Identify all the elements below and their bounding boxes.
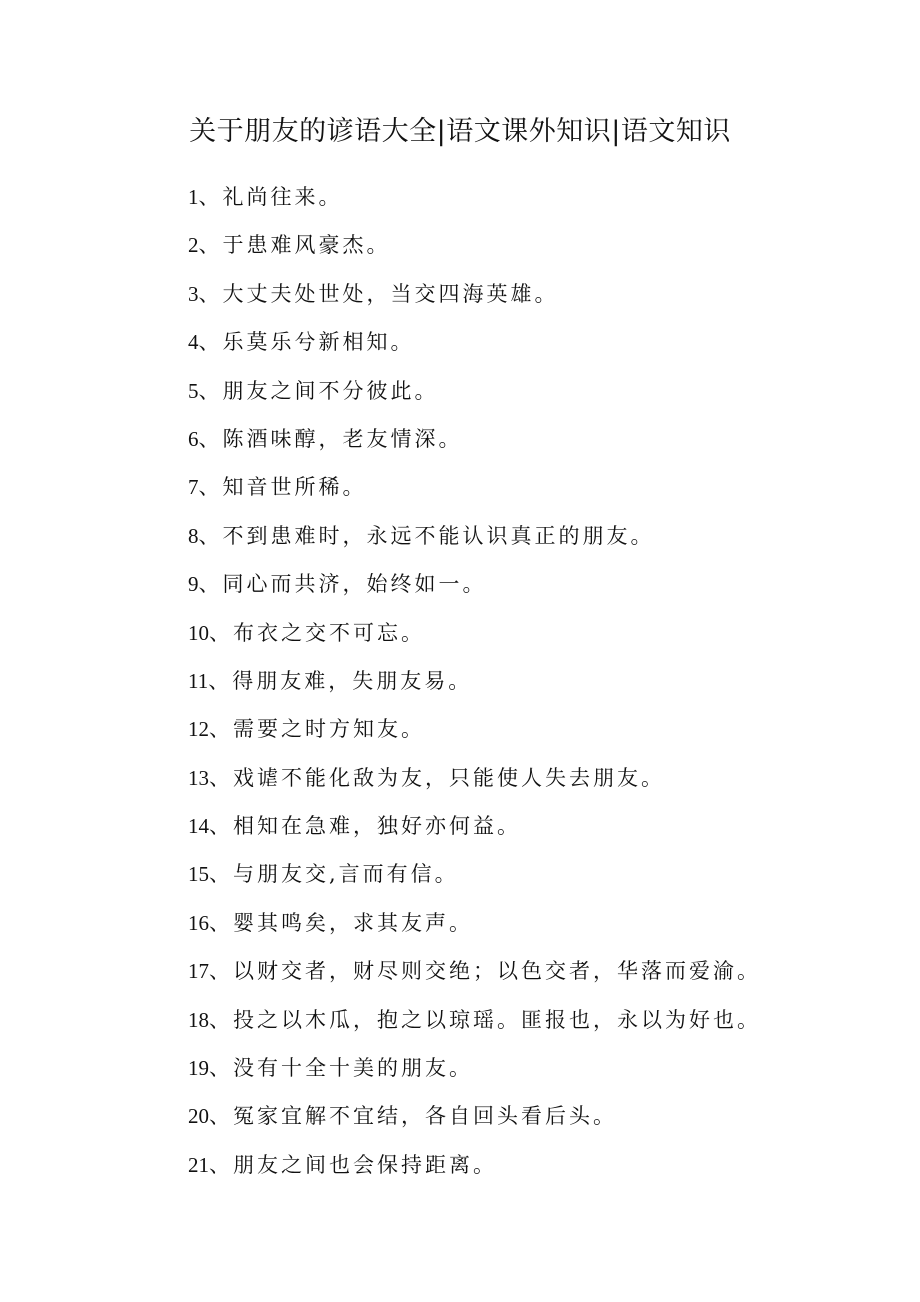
proverb-text: 陈酒味醇，老友情深。 — [222, 426, 463, 451]
list-item — [188, 176, 908, 224]
list-item — [188, 466, 908, 514]
item-separator: 、 — [209, 959, 233, 984]
proverb-text: 没有十全十美的朋友。 — [233, 1056, 473, 1081]
item-separator: 、 — [209, 1104, 233, 1129]
list-item — [188, 563, 908, 611]
item-separator: 、 — [209, 620, 233, 645]
proverb-text: 婴其鸣矣，求其友声。 — [233, 910, 473, 935]
list-item — [188, 1095, 908, 1143]
list-item — [188, 805, 908, 853]
item-separator: 、 — [198, 572, 223, 597]
proverb-text: 朋友之间也会保持距离。 — [233, 1152, 497, 1177]
item-separator: 、 — [209, 1007, 233, 1032]
list-item — [188, 515, 908, 563]
item-number: 14 — [188, 814, 209, 839]
proverb-text: 冤家宜解不宜结，各自回头看后头。 — [233, 1104, 617, 1129]
item-number: 4 — [188, 330, 199, 355]
item-number: 11 — [188, 668, 209, 693]
proverb-text: 不到患难时，永远不能认识真正的朋友。 — [222, 523, 655, 548]
item-number: 12 — [188, 717, 209, 742]
item-separator: 、 — [209, 910, 233, 935]
list-item — [188, 321, 908, 369]
item-number: 1 — [188, 185, 199, 209]
item-number: 18 — [188, 1007, 209, 1032]
list-item — [188, 224, 908, 272]
list-item — [188, 1047, 908, 1095]
item-number: 21 — [188, 1152, 209, 1177]
list-item — [188, 999, 908, 1047]
item-separator: 、 — [208, 668, 233, 693]
item-number: 19 — [188, 1056, 209, 1081]
item-separator: 、 — [209, 717, 233, 742]
item-separator: 、 — [198, 523, 223, 548]
proverb-text: 投之以木瓜，抱之以琼瑶。匪报也，永以为好也。 — [233, 1007, 761, 1032]
page-title: 关于朋友的谚语大全|语文课外知识|语文知识 — [189, 116, 731, 147]
proverb-text: 需要之时方知友。 — [233, 717, 425, 742]
item-number: 10 — [188, 620, 209, 645]
proverb-text: 朋友之间不分彼此。 — [222, 378, 439, 403]
proverb-text: 戏谑不能化敌为友，只能使人失去朋友。 — [233, 765, 665, 790]
proverb-text: 得朋友难，失朋友易。 — [232, 668, 473, 693]
item-number: 17 — [188, 959, 209, 984]
list-item — [188, 370, 908, 418]
item-number: 16 — [188, 910, 209, 935]
list-item — [188, 660, 908, 708]
list-item — [188, 902, 908, 950]
item-number: 8 — [188, 523, 199, 548]
proverb-text: 与朋友交,言而有信。 — [233, 862, 459, 887]
item-number: 7 — [188, 475, 199, 500]
list-item — [188, 418, 908, 466]
item-separator: 、 — [198, 378, 223, 403]
proverb-text: 于患难风豪杰。 — [222, 233, 391, 258]
item-number: 9 — [188, 572, 199, 597]
item-separator: 、 — [198, 281, 223, 306]
item-number: 2 — [188, 233, 199, 258]
proverb-text: 布衣之交不可忘。 — [233, 620, 425, 645]
proverb-text: 知音世所稀。 — [222, 475, 367, 500]
item-separator: 、 — [198, 426, 223, 451]
list-item — [188, 853, 908, 901]
item-separator: 、 — [209, 1152, 233, 1177]
item-separator: 、 — [198, 475, 223, 500]
item-number: 15 — [188, 862, 209, 887]
item-separator: 、 — [209, 862, 233, 887]
proverb-text: 以财交者，财尽则交绝；以色交者，华落而爱渝。 — [233, 959, 761, 984]
proverb-text: 乐莫乐兮新相知。 — [222, 330, 415, 355]
item-separator: 、 — [209, 765, 233, 790]
list-item — [188, 757, 908, 805]
list-item — [188, 273, 908, 321]
list-item — [188, 708, 908, 756]
item-separator: 、 — [209, 1056, 233, 1081]
item-separator: 、 — [209, 814, 233, 839]
proverb-text: 同心而共济，始终如一。 — [222, 572, 487, 597]
list-item — [188, 612, 908, 660]
item-number: 6 — [188, 426, 199, 451]
item-separator: 、 — [198, 185, 223, 209]
list-item — [188, 950, 908, 998]
item-number: 13 — [188, 765, 209, 790]
item-separator: 、 — [198, 330, 223, 355]
proverb-list — [188, 176, 908, 1192]
item-separator: 、 — [198, 233, 223, 258]
proverb-text: 相知在急难，独好亦何益。 — [233, 814, 521, 839]
list-item — [188, 1144, 908, 1192]
item-number: 5 — [188, 378, 199, 403]
item-number: 20 — [188, 1104, 209, 1129]
proverb-text: 礼尚往来。 — [222, 185, 343, 209]
item-number: 3 — [188, 281, 199, 306]
proverb-text: 大丈夫处世处，当交四海英雄。 — [222, 281, 559, 306]
